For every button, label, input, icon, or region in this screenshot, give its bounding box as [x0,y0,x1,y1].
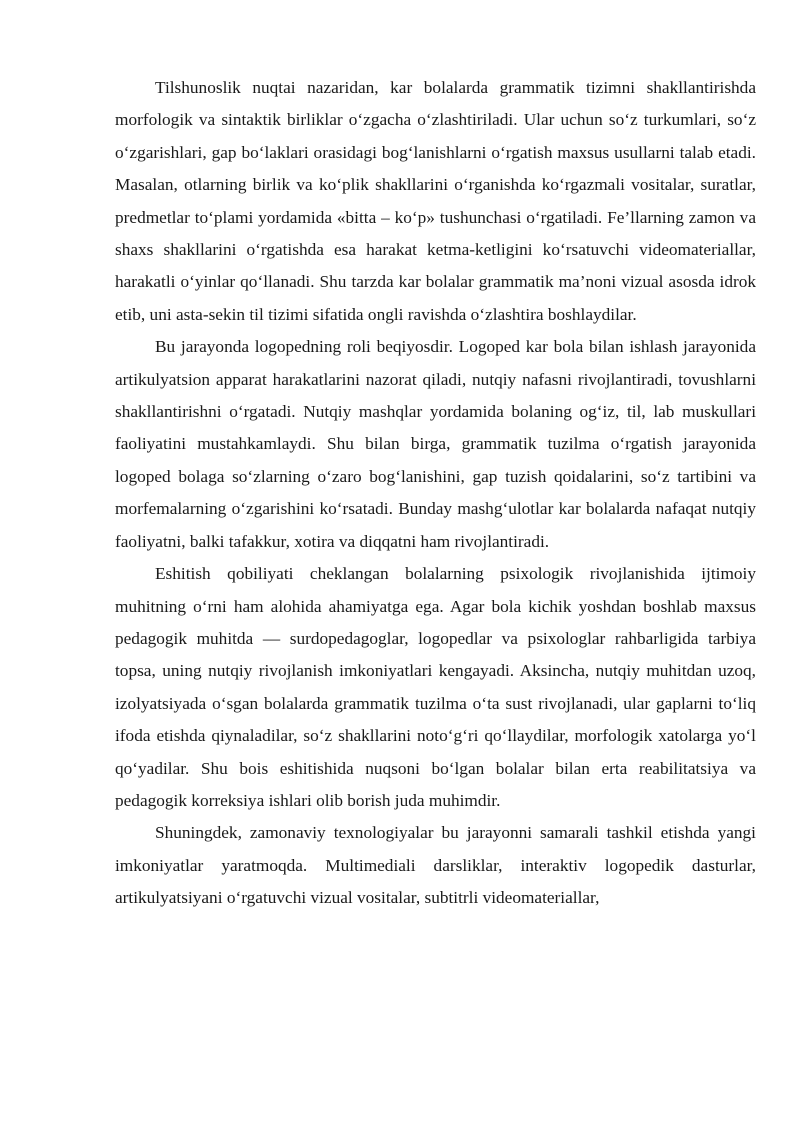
document-body [115,72,756,915]
paragraph-social-environment: Eshitish qobiliyati cheklangan bolalarning psixologik rivojlanishida ijtimoiy muhitning o‘rni ham alohida ahamiyatga ega. Agar bola kichik yoshdan boshlab maxsus pedagogik muhitda — surdopedagoglar, logopedlar va psixologlar rahbarligida tarbiya topsa, uning nutqiy rivojlanish imkoniyatlari kengayadi. Aksincha, nutqiy muhitdan uzoq, izolyatsiyada o‘sgan bolalarda grammatik tuzilma o‘ta sust rivojlanadi, ular gaplarni to‘liq ifoda etishda qiynaladilar, so‘z shakllarini noto‘g‘ri qo‘llaydilar, morfologik xatolarga yo‘l qo‘yadilar. Shu bois eshitishida nuqsoni bo‘lgan bolalar bilan erta reabilitatsiya va pedagogik korreksiya ishlari olib borish juda muhimdir. [115,564,756,810]
paragraph-speech-therapist-role: Bu jarayonda logopedning roli beqiyosdir. Logoped kar bola bilan ishlash jarayonida artikulyatsion apparat harakatlarini nazorat qiladi, nutqiy nafasni rivojlantiradi, tovushlarni shakllantirishni o‘rgatadi. Nutqiy mashqlar yordamida bolaning og‘iz, til, lab muskullari faoliyatini mustahkamlaydi. Shu bilan birga, grammatik tuzilma o‘rgatish jarayonida logoped bolaga so‘zlarning o‘zaro bog‘lanishini, gap tuzish qoidalarini, so‘z tartibini va morfemalarning o‘zgarishini ko‘rsatadi. Bunday mashg‘ulotlar kar bolalarda nafaqat nutqiy faoliyatni, balki tafakkur, xotira va diqqatni ham rivojlantiradi. [115,337,756,551]
paragraph-linguistic-perspective: Tilshunoslik nuqtai nazaridan, kar bolalarda grammatik tizimni shakllantirishda morfologik va sintaktik birliklar o‘zgacha o‘zlashtiriladi. Ular uchun so‘z turkumlari, so‘z o‘zgarishlari, gap bo‘laklari orasidagi bog‘lanishlarni o‘rgatish maxsus usullarni talab etadi. Masalan, otlarning birlik va ko‘plik shakllarini o‘rganishda ko‘rgazmali vositalar, suratlar, predmetlar to‘plami yordamida «bitta – ko‘p» tushunchasi o‘rgatiladi. Fe’llarning zamon va shaxs shakllarini o‘rgatishda esa harakat ketma-ketligini ko‘rsatuvchi videomateriallar, harakatli o‘yinlar qo‘llanadi. Shu tarzda kar bolalar grammatik ma’noni vizual asosda idrok etib, uni asta-sekin til tizimi sifatida ongli ravishda o‘zlashtira boshlaydilar. [115,78,756,324]
paragraph-modern-technologies: Shuningdek, zamonaviy texnologiyalar bu jarayonni samarali tashkil etishda yangi imkoniyatlar yaratmoqda. Multimediali darsliklar, interaktiv logopedik dasturlar, artikulyatsiyani o‘rgatuvchi vizual vositalar, subtitrli videomateriallar, [115,823,756,908]
